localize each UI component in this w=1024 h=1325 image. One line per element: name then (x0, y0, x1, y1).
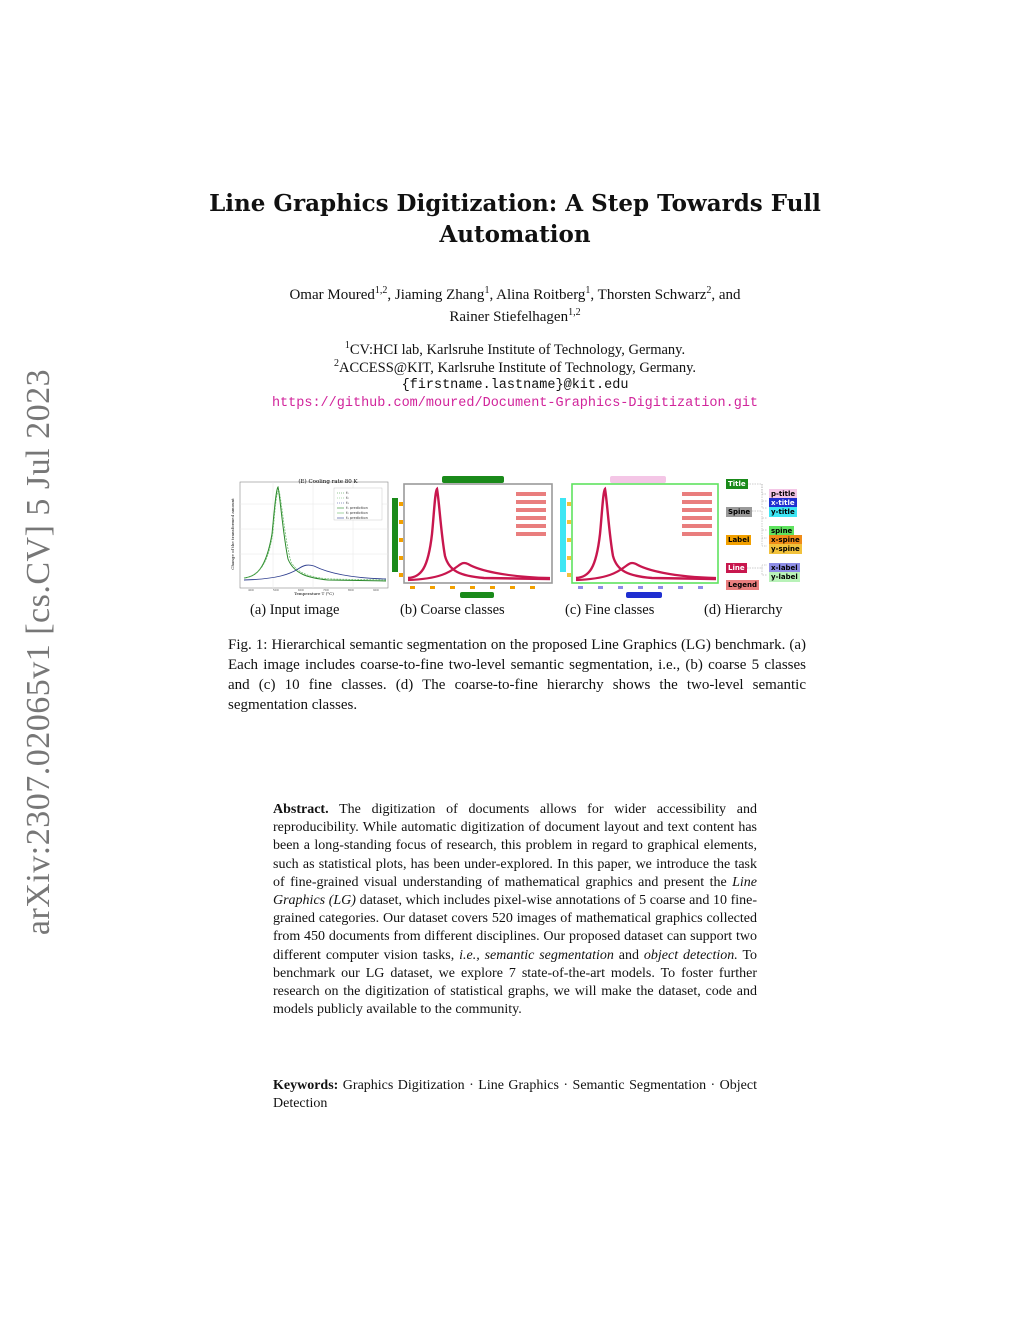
panel-coarse-classes (392, 476, 552, 598)
svg-text:900: 900 (373, 588, 379, 592)
fine-y-title-tag: y-title (771, 508, 795, 516)
author: Omar Moured (289, 287, 375, 303)
legend-entry: f₃ (346, 501, 349, 505)
legend-entry: f₂ prediction (346, 511, 368, 515)
arxiv-stamp (14, 368, 64, 936)
coarse-label-tag: Label (728, 536, 750, 544)
svg-text:500: 500 (273, 588, 279, 592)
coarse-line-tag: Line (728, 564, 745, 572)
paper-title: Line Graphics Digitization: A Step Towards Full Automation (209, 190, 821, 248)
subcaption-c: (c) Fine classes (565, 602, 655, 618)
subcaption-b: (b) Coarse classes (400, 602, 505, 618)
author: Thorsten Schwarz (597, 287, 707, 303)
svg-text:800: 800 (348, 588, 354, 592)
subcaption-d: (d) Hierarchy (704, 602, 783, 618)
author: Alina Roitberg (496, 287, 586, 303)
author: Rainer Stiefelhagen (449, 309, 569, 325)
svg-text:400: 400 (248, 588, 254, 592)
fine-p-title-tag: p-title (771, 490, 796, 498)
caption-text: Hierarchical semantic segmentation on the proposed Line Graphics (LG) benchmark. (a) Each image includes coarse-to-fine two-level semantic segmentation, i.e., (b) coarse 5 classes and (c) 10 fine classes. (d) The coarse-to-fine hierarchy shows the two-level semantic segmentation classes. (228, 637, 806, 713)
arxiv-id: arXiv:2307.02065v1 [cs.CV] 5 Jul 2023 (20, 368, 57, 936)
fine-spine-tag: spine (771, 527, 793, 535)
coarse-legend-tag: Legend (728, 581, 757, 589)
y-axis-label: Change of the transformed amount (230, 498, 235, 570)
fine-y-label-tag: y-label (771, 573, 798, 581)
keywords-text: Graphics Digitization · Line Graphics · Semantic Segmentation · Object Detection (273, 1078, 757, 1112)
fine-x-spine-tag: x-spine (771, 536, 800, 544)
panel-fine-classes (560, 476, 718, 598)
author-list: Omar Moured$^{1,2}$, Jiaming Zhang$^1$, Alina Roitberg$^1$, Thorsten Schwarz$^2$, and Rainer Stiefelhagen$^{1,2}$ (289, 285, 741, 325)
legend-entry: f₁ (346, 491, 349, 495)
coarse-title-tag: Title (728, 480, 746, 488)
inset-title: (E) Cooling rate 80 K (298, 479, 358, 485)
abstract: Abstract. The digitization of documents allows for wider accessibility and reproducibility. While automatic digitization of document layout and text content has been a long-standing focus of research, this problem in regard to graphical elements, such as statistical plots, has been under-explored. In this paper, we introduce the task of fine-grained visual understanding of mathematical graphics and present the Line Graphics (LG) dataset, which includes pixel-wise annotations of 5 coarse and 10 fine-grained categories. Our dataset covers 520 images of mathematical graphics collected from 450 documents from different disciplines. Our proposed dataset can support two different computer vision tasks, i.e., semantic segmentation and object detection. To benchmark our LG dataset, we explore 7 state-of-the-art models. To foster further research on the digitization of statistical graphs, we will make the dataset, code and models publicly available to the community. (273, 802, 758, 1018)
affiliation-2: $^2$ACCESS@KIT, Karlsruhe Institute of Technology, Germany. (333, 358, 697, 376)
caption-label: Fig. 1: (228, 637, 268, 653)
author: Jiaming Zhang (394, 287, 485, 303)
coarse-spine-tag: Spine (728, 508, 751, 516)
panel-hierarchy (747, 484, 767, 575)
panel-input-image (230, 478, 388, 596)
legend-entry: f₁ prediction (346, 506, 368, 510)
abstract-label: Abstract. (273, 802, 329, 817)
legend-entry: f₂ (346, 496, 349, 500)
fine-x-title-tag: x-title (771, 499, 795, 507)
keywords-label: Keywords: (273, 1078, 339, 1093)
x-axis-label: Temperature T (°C) (294, 591, 334, 596)
github-link[interactable]: https://github.com/moured/Document-Graphics-Digitization.git (271, 396, 759, 411)
affiliation-1: $^1$CV:HCI lab, Karlsruhe Institute of Technology, Germany. (344, 340, 686, 358)
figure-caption (228, 635, 806, 715)
affiliations (180, 341, 850, 413)
figure-1 (228, 474, 808, 604)
fine-y-spine-tag: y-spine (771, 545, 800, 553)
legend-entry: f₃ prediction (346, 516, 368, 520)
fine-x-label-tag: x-label (771, 564, 798, 572)
keywords (273, 1077, 757, 1113)
svg-text:700: 700 (323, 588, 329, 592)
email: {firstname.lastname}@kit.edu (401, 378, 629, 393)
subcaptions (228, 602, 808, 622)
svg-text:600: 600 (298, 588, 304, 592)
subcaption-a: (a) Input image (250, 602, 340, 618)
